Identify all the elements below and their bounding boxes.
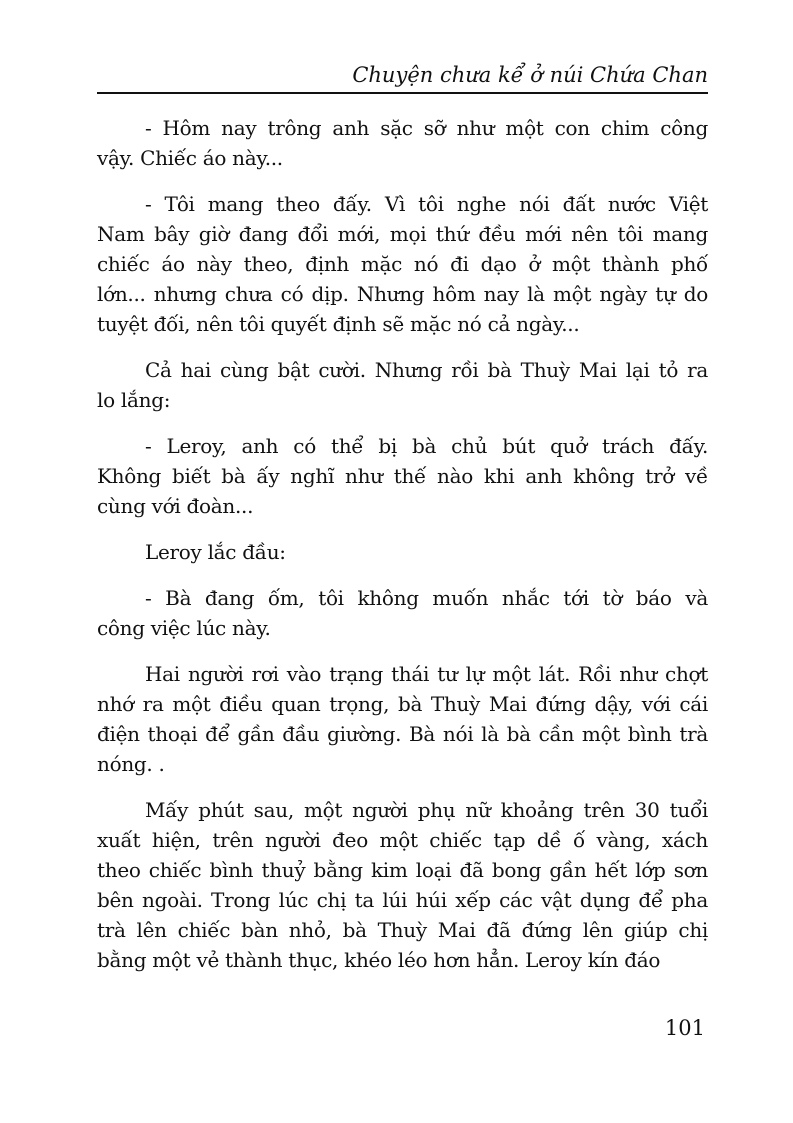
paragraph-line: - Tôi mang theo đấy. Vì tôi nghe nói đất nước Việt (145, 192, 708, 216)
running-header: Chuyện chưa kể ở núi Chứa Chan (352, 63, 708, 87)
paragraph-line: tuyệt đối, nên tôi quyết định sẽ mặc nó cả ngày... (97, 312, 580, 336)
paragraph-line: lớn... nhưng chưa có dịp. Nhưng hôm nay là một ngày tự do (97, 282, 708, 306)
paragraph-line: bằng một vẻ thành thục, khéo léo hơn hẳn. Leroy kín đáo (97, 948, 661, 972)
paragraph-line: - Hôm nay trông anh sặc sỡ như một con chim công (145, 116, 708, 140)
paragraph-line: vậy. Chiếc áo này... (97, 146, 283, 170)
paragraph-line: chiếc áo này theo, định mặc nó đi dạo ở một thành phố (97, 252, 708, 276)
paragraph-line: Nam bây giờ đang đổi mới, mọi thứ đều mới nên tôi mang (97, 222, 708, 246)
page-number: 101 (664, 1016, 705, 1040)
paragraph-line: xuất hiện, trên người đeo một chiếc tạp dề ố vàng, xách (97, 828, 708, 852)
header-rule (97, 92, 708, 94)
paragraph-line: Không biết bà ấy nghĩ như thế nào khi anh không trở về (97, 464, 708, 488)
paragraph-line: điện thoại để gần đầu giường. Bà nói là bà cần một bình trà (97, 722, 708, 746)
paragraph-line: bên ngoài. Trong lúc chị ta lúi húi xếp các vật dụng để pha (97, 888, 708, 912)
paragraph-line: công việc lúc này. (97, 616, 271, 640)
paragraph-line: cùng với đoàn... (97, 494, 254, 518)
paragraph-line: lo lắng: (97, 388, 171, 412)
paragraph-line: - Leroy, anh có thể bị bà chủ bút quở trách đấy. (145, 434, 708, 458)
paragraph-line: Hai người rơi vào trạng thái tư lự một lát. Rồi như chợt (145, 662, 708, 686)
paragraph-line: Mấy phút sau, một người phụ nữ khoảng trên 30 tuổi (145, 798, 708, 822)
paragraph-line: theo chiếc bình thuỷ bằng kim loại đã bong gần hết lớp sơn (97, 858, 708, 882)
paragraph-line: nóng. . (97, 752, 165, 776)
paragraph-line: nhớ ra một điều quan trọng, bà Thuỳ Mai đứng dậy, với cái (97, 692, 708, 716)
paragraph-line: Leroy lắc đầu: (145, 540, 286, 564)
paragraph-line: Cả hai cùng bật cười. Nhưng rồi bà Thuỳ Mai lại tỏ ra (145, 358, 708, 382)
paragraph-line: - Bà đang ốm, tôi không muốn nhắc tới tờ báo và (145, 586, 708, 610)
paragraph-line: trà lên chiếc bàn nhỏ, bà Thuỳ Mai đã đứng lên giúp chị (97, 918, 708, 942)
